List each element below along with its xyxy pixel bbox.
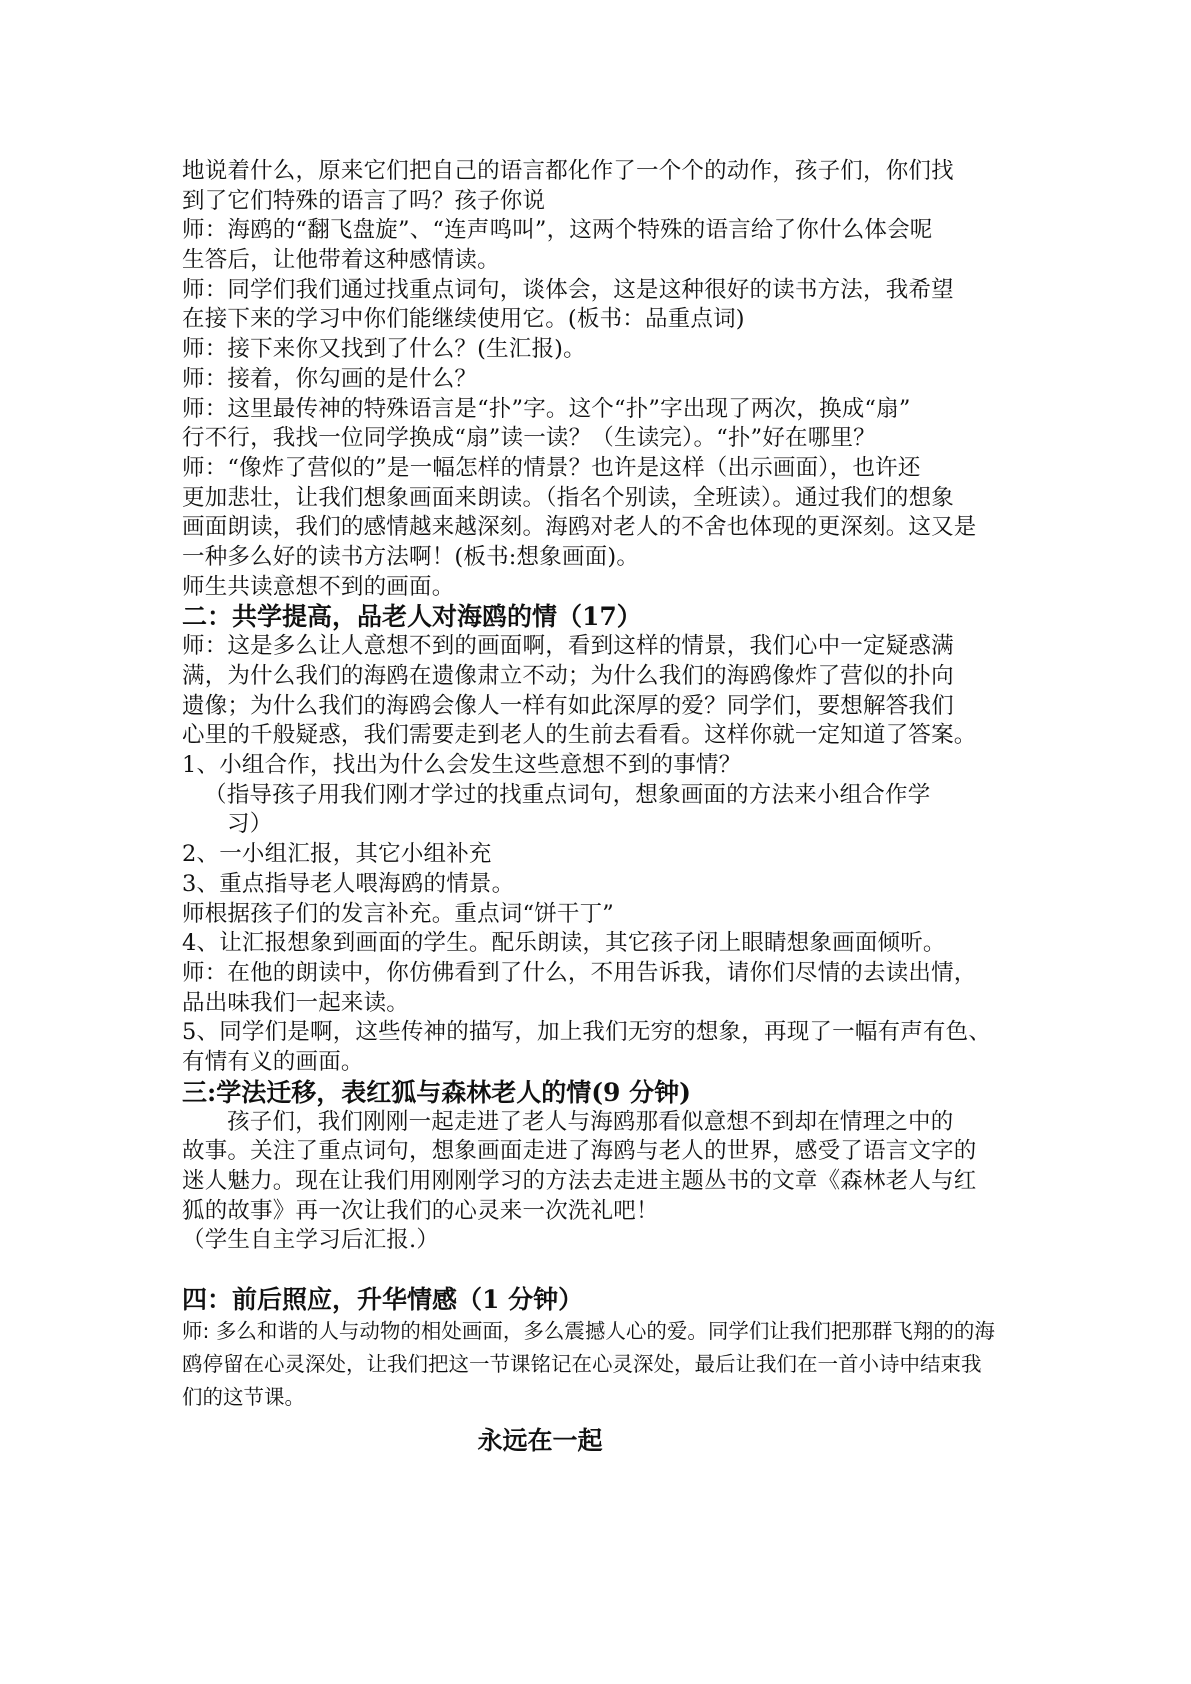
text-line: 师：“像炸了营似的”是一幅怎样的情景？也许是这样（出示画面），也许还 <box>182 454 921 481</box>
text-line: 师：海鸥的“翻飞盘旋”、“连声鸣叫”，这两个特殊的语言给了你什么体会呢 <box>182 217 933 244</box>
text-line: 有情有义的画面。 <box>182 1048 364 1075</box>
text-line: 满，为什么我们的海鸥在遗像肃立不动；为什么我们的海鸥像炸了营似的扑向 <box>182 663 954 689</box>
text-line: 师根据孩子们的发言补充。重点词“饼干丁” <box>182 900 615 927</box>
text-line: 画面朗读，我们的感情越来越深刻。海鸥对老人的不舍也体现的更深刻。这又是 <box>182 514 977 541</box>
text-line: 师：这里最传神的特殊语言是“扑”字。这个“扑”字出现了两次，换成“扇” <box>182 395 911 422</box>
text-line: 师：同学们我们通过找重点词句，谈体会，这是这种很好的读书方法，我希望 <box>182 276 954 303</box>
spacer <box>182 1256 1042 1285</box>
text-line: 故事。关注了重点词句，想象画面走进了海鸥与老人的世界，感受了语言文字的 <box>182 1138 977 1165</box>
text-line: 鸥停留在心灵深处，让我们把这一节课铭记在心灵深处，最后让我们在一首小诗中结束我 <box>182 1352 982 1377</box>
text-line: 师: 多么和谐的人与动物的相处画面，多么震撼人心的爱。同学们让我们把那群飞翔的的海 <box>182 1319 995 1344</box>
text-line: 心里的千般疑惑，我们需要走到老人的生前去看看。这样你就一定知道了答案。 <box>182 722 977 749</box>
list-item: 2、一小组汇报，其它小组补充 <box>182 841 492 868</box>
text-line: 师生共读意想不到的画面。 <box>182 573 455 600</box>
text-line: 师：这是多么让人意想不到的画面啊，看到这样的情景，我们心中一定疑惑满 <box>182 633 954 660</box>
text-line: 生答后，让他带着这种感情读。 <box>182 247 500 274</box>
text-line: 师：接着，你勾画的是什么？ <box>182 365 478 392</box>
text-line: 迷人魅力。现在让我们用刚刚学习的方法去走进主题丛书的文章《森林老人与红 <box>182 1168 977 1194</box>
section-1-text <box>182 157 1042 602</box>
text-line: 在接下来的学习中你们能继续使用它。(板书：品重点词) <box>182 306 745 333</box>
section-heading-4: 四：前后照应，升华情感（1 分钟） <box>182 1285 584 1315</box>
text-line: 行不行，我找一位同学换成“扇”读一读？（生读完）。“扑”好在哪里？ <box>182 425 876 452</box>
document-body <box>182 157 1042 1458</box>
text-line: 遗像；为什么我们的海鸥会像人一样有如此深厚的爱？同学们，要想解答我们 <box>182 692 954 719</box>
text-line: （学生自主学习后汇报.） <box>182 1227 440 1254</box>
text-line: 一种多么好的读书方法啊！(板书:想象画面)。 <box>182 543 640 570</box>
text-line: 地说着什么，原来它们把自己的语言都化作了一个个的动作，孩子们，你们找 <box>182 158 954 184</box>
text-line: 师：接下来你又找到了什么？(生汇报)。 <box>182 336 586 363</box>
text-line: 更加悲壮，让我们想象画面来朗读。（指名个别读，全班读）。通过我们的想象 <box>182 484 955 511</box>
section-3-text <box>182 1108 1042 1256</box>
section-heading-2: 二：共学提高，品老人对海鸥的情（17） <box>182 602 642 632</box>
poem-title: 永远在一起 <box>477 1426 603 1456</box>
text-line: 师：在他的朗读中，你仿佛看到了什么，不用告诉我，请你们尽情的去读出情， <box>182 959 977 986</box>
text-line: （指导孩子用我们刚才学过的找重点词句，想象画面的方法来小组合作学 <box>204 781 931 808</box>
list-item: 5、同学们是啊，这些传神的描写，加上我们无穷的想象，再现了一幅有声有色、 <box>182 1019 992 1046</box>
section-heading-3: 三:学法迁移，表红狐与森林老人的情(9 分钟) <box>182 1077 691 1107</box>
list-item: 3、重点指导老人喂海鸥的情景。 <box>182 870 515 897</box>
section-4-text <box>182 1315 1042 1414</box>
list-item: 1、小组合作，找出为什么会发生这些意想不到的事情？ <box>182 752 742 779</box>
text-line: 习） <box>227 811 273 838</box>
text-line: 品出味我们一起来读。 <box>182 989 410 1016</box>
section-2-text <box>182 632 1042 1077</box>
text-line: 狐的故事》再一次让我们的心灵来一次洗礼吧！ <box>182 1197 659 1224</box>
text-line: 孩子们，我们刚刚一起走进了老人与海鸥那看似意想不到却在情理之中的 <box>227 1108 954 1135</box>
text-line: 到了它们特殊的语言了吗？孩子你说 <box>182 187 546 214</box>
text-line: 们的这节课。 <box>182 1385 305 1410</box>
list-item: 4、让汇报想象到画面的学生。配乐朗读，其它孩子闭上眼睛想象画面倾听。 <box>182 930 946 957</box>
